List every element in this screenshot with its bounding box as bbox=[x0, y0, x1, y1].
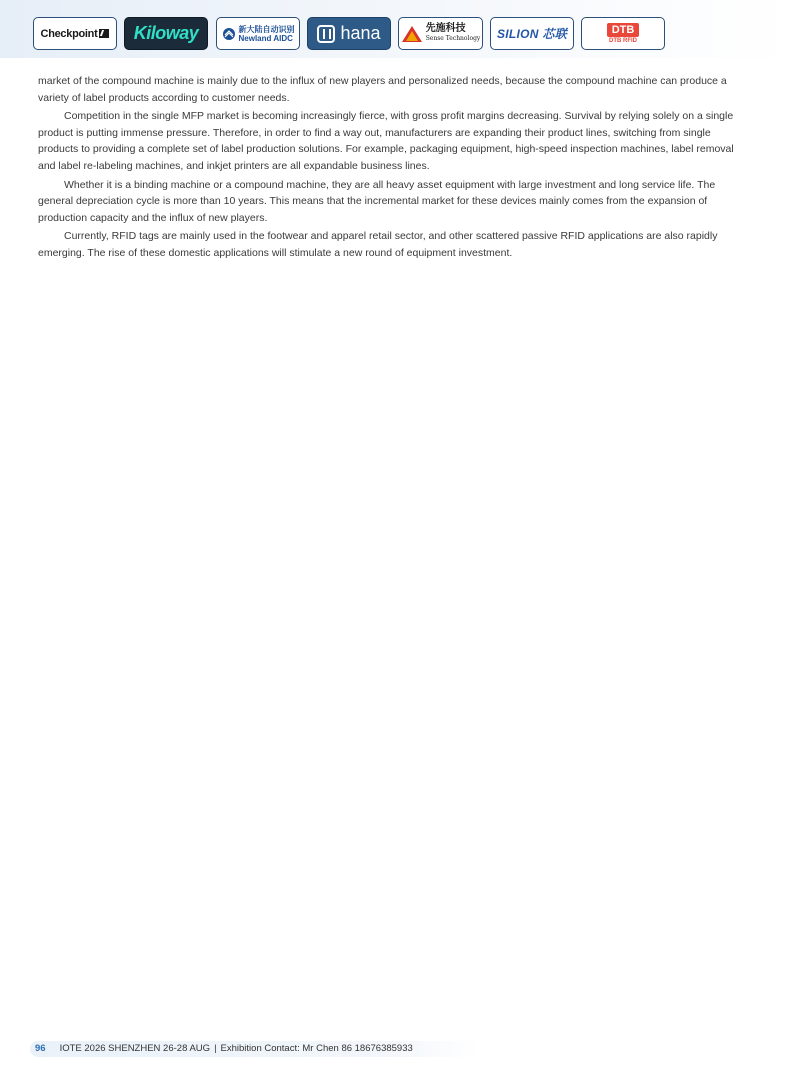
exhibition-contact: Exhibition Contact: Mr Chen 86 18676385933 bbox=[220, 1043, 413, 1054]
paragraph: market of the compound machine is mainly due to the influx of new players and personalized needs, because the compound machine can produce a variety of label products according to customer needs. bbox=[38, 75, 727, 104]
paragraph: Competition in the single MFP market is becoming increasingly fierce, with gross profit margins decreasing. Survival by relying solely on a single product is putting immense pressure. Therefore, in order to find a way out, manufacturers are expanding their product lines, switching from single products to providing a complete set of label production solutions. For example, packaging equipment, high-speed inspection machines, label removal and label re-labeling machines, and inkjet printers are all expandable business lines. bbox=[38, 110, 734, 172]
paragraph: Whether it is a binding machine or a compound machine, they are all heavy asset equipment with large investment and long service life. The general depreciation cycle is more than 10 years. This means that the incremental market for these devices mainly comes from the expansion of production capacity and the influx of new players. bbox=[38, 178, 716, 224]
dtb-logo bbox=[581, 17, 665, 50]
hana-emblem-icon bbox=[317, 25, 335, 43]
checkpoint-mark-icon bbox=[99, 29, 109, 38]
footer-separator: | bbox=[214, 1043, 217, 1054]
paragraph: Currently, RFID tags are mainly used in the footwear and apparel retail sector, and other scattered passive RFID applications are also rapidly emerging. The rise of these domestic applications will stimulate a new round of equipment investment. bbox=[38, 230, 718, 259]
newland-logo bbox=[216, 17, 300, 50]
silion-logo-text: SILION 芯联 bbox=[496, 27, 568, 41]
sponsor-logo-row bbox=[0, 17, 793, 52]
article-body bbox=[38, 73, 750, 264]
sense-emblem-icon bbox=[401, 25, 423, 43]
newland-logo-en: Newland AIDC bbox=[238, 33, 293, 43]
sense-logo-en: Sense Technology bbox=[425, 34, 481, 42]
event-info: IOTE 2026 SHENZHEN 26-28 AUG bbox=[59, 1043, 211, 1054]
page-footer bbox=[30, 1041, 480, 1057]
dtb-logo-mark: DTB bbox=[607, 23, 640, 37]
kiloway-logo-text: Kiloway bbox=[133, 23, 199, 43]
sense-logo-cn: 先施科技 bbox=[425, 22, 466, 34]
page-number: 96 bbox=[35, 1043, 46, 1054]
newland-emblem-icon bbox=[222, 27, 236, 41]
sense-logo bbox=[398, 17, 483, 50]
kiloway-logo bbox=[124, 17, 208, 50]
silion-logo bbox=[490, 17, 574, 50]
newland-logo-cn: 新大陆自动识别 bbox=[238, 24, 295, 34]
hana-logo bbox=[307, 17, 391, 50]
hana-logo-text: hana bbox=[340, 23, 381, 43]
dtb-logo-sub: DTB RFID bbox=[609, 37, 637, 44]
checkpoint-logo-text: Checkpoint bbox=[40, 27, 98, 40]
checkpoint-logo bbox=[33, 17, 117, 50]
